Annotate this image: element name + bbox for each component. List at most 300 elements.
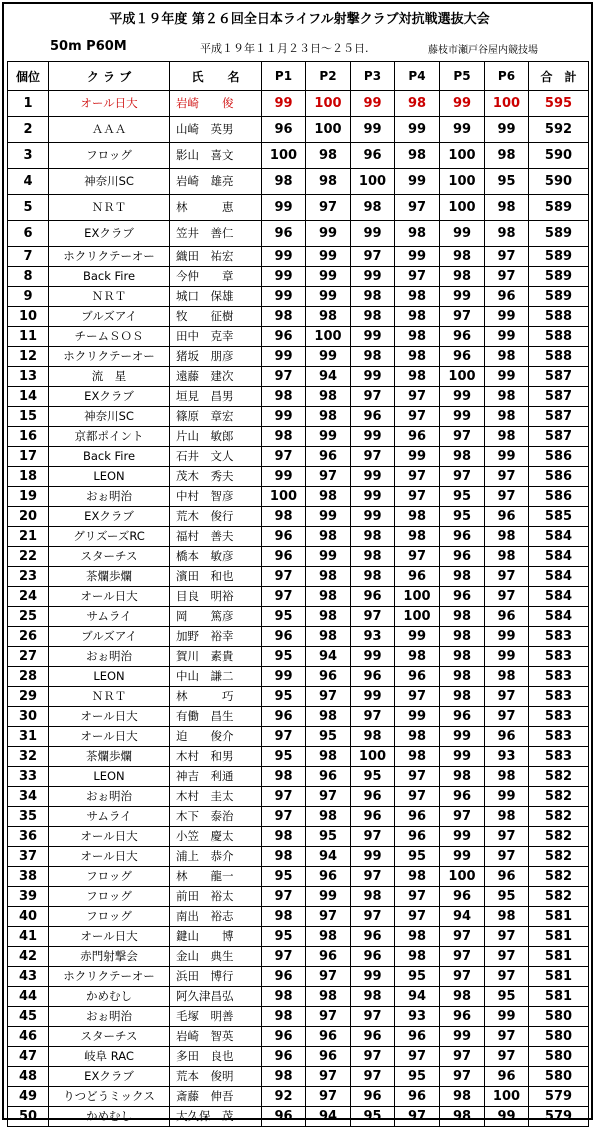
p4-cell: 98 (395, 867, 440, 887)
p1-cell: 96 (262, 547, 306, 567)
p5-cell: 97 (440, 927, 485, 947)
name-cell: 岩崎 智英 (170, 1027, 262, 1047)
p3-cell: 97 (351, 827, 395, 847)
table-row (8, 487, 589, 507)
p6-cell: 97 (485, 827, 529, 847)
page-title: 平成１９年度 第２６回全日本ライフル射撃クラブ対抗戦選抜大会 (109, 12, 490, 27)
name-cell: 中村 智彦 (170, 487, 262, 507)
p1-cell: 97 (262, 807, 306, 827)
club-cell: 神奈川SC (49, 407, 170, 427)
p4-cell: 97 (395, 467, 440, 487)
rank-cell: 47 (8, 1047, 49, 1067)
p5-cell: 99 (440, 827, 485, 847)
name-cell: 橋本 敏彦 (170, 547, 262, 567)
p3-cell: 98 (351, 347, 395, 367)
table-row (8, 727, 589, 747)
name-cell: 城口 保雄 (170, 287, 262, 307)
p6-cell: 98 (485, 427, 529, 447)
club-cell: LEON (49, 767, 170, 787)
table-row (8, 447, 589, 467)
p3-cell: 99 (351, 687, 395, 707)
table-row (8, 627, 589, 647)
p2-cell: 98 (306, 527, 351, 547)
p2-cell: 99 (306, 507, 351, 527)
club-cell: EXクラブ (49, 1067, 170, 1087)
table-row (8, 947, 589, 967)
table-row (8, 547, 589, 567)
name-cell: 木村 和男 (170, 747, 262, 767)
total-cell: 585 (529, 507, 589, 527)
p4-cell: 94 (395, 987, 440, 1007)
p6-cell: 99 (485, 307, 529, 327)
table-row (8, 287, 589, 307)
table-row (8, 987, 589, 1007)
table-row (8, 347, 589, 367)
p3-cell: 96 (351, 143, 395, 169)
p2-cell: 95 (306, 827, 351, 847)
p1-cell: 97 (262, 787, 306, 807)
p2-cell: 94 (306, 1107, 351, 1127)
club-cell: オール日大 (49, 727, 170, 747)
p5-cell: 98 (440, 627, 485, 647)
col-header-total: 合 計 (529, 62, 589, 91)
rank-cell: 1 (8, 91, 49, 117)
p3-cell: 93 (351, 627, 395, 647)
p3-cell: 99 (351, 507, 395, 527)
club-cell: スターチス (49, 547, 170, 567)
p3-cell: 97 (351, 1067, 395, 1087)
table-row (8, 169, 589, 195)
p2-cell: 99 (306, 267, 351, 287)
p6-cell: 97 (485, 947, 529, 967)
name-cell: 加野 裕幸 (170, 627, 262, 647)
p5-cell: 97 (440, 427, 485, 447)
p1-cell: 96 (262, 327, 306, 347)
table-row (8, 527, 589, 547)
p2-cell: 96 (306, 867, 351, 887)
p5-cell: 97 (440, 947, 485, 967)
club-cell: ブルズアイ (49, 627, 170, 647)
p2-cell: 98 (306, 567, 351, 587)
p2-cell: 98 (306, 747, 351, 767)
p5-cell: 98 (440, 247, 485, 267)
rank-cell: 11 (8, 327, 49, 347)
p6-cell: 97 (485, 567, 529, 587)
event-name: 50m P60M (50, 39, 127, 54)
p2-cell: 99 (306, 547, 351, 567)
p4-cell: 93 (395, 1007, 440, 1027)
name-cell: 遠藤 建次 (170, 367, 262, 387)
rank-cell: 22 (8, 547, 49, 567)
p6-cell: 98 (485, 667, 529, 687)
total-cell: 580 (529, 1047, 589, 1067)
table-row (8, 143, 589, 169)
p1-cell: 96 (262, 1047, 306, 1067)
p4-cell: 99 (395, 169, 440, 195)
club-cell: オール日大 (49, 91, 170, 117)
p1-cell: 95 (262, 747, 306, 767)
total-cell: 584 (529, 527, 589, 547)
p5-cell: 97 (440, 1047, 485, 1067)
p4-cell: 97 (395, 547, 440, 567)
p3-cell: 95 (351, 767, 395, 787)
club-cell: おぉ明治 (49, 1007, 170, 1027)
p5-cell: 96 (440, 587, 485, 607)
p3-cell: 97 (351, 867, 395, 887)
total-cell: 581 (529, 927, 589, 947)
table-row (8, 91, 589, 117)
club-cell: ＮＲＴ (49, 287, 170, 307)
rank-cell: 24 (8, 587, 49, 607)
p4-cell: 97 (395, 687, 440, 707)
club-cell: ＡＡＡ (49, 117, 170, 143)
p4-cell: 97 (395, 487, 440, 507)
p3-cell: 99 (351, 367, 395, 387)
p5-cell: 99 (440, 727, 485, 747)
p5-cell: 98 (440, 1087, 485, 1107)
name-cell: 浜田 博行 (170, 967, 262, 987)
p5-cell: 99 (440, 407, 485, 427)
p2-cell: 98 (306, 987, 351, 1007)
table-row (8, 467, 589, 487)
p2-cell: 98 (306, 487, 351, 507)
total-cell: 583 (529, 627, 589, 647)
p4-cell: 98 (395, 91, 440, 117)
p6-cell: 98 (485, 387, 529, 407)
p5-cell: 100 (440, 195, 485, 221)
p1-cell: 97 (262, 447, 306, 467)
p2-cell: 98 (306, 143, 351, 169)
p2-cell: 98 (306, 407, 351, 427)
rank-cell: 15 (8, 407, 49, 427)
table-row (8, 367, 589, 387)
p1-cell: 97 (262, 367, 306, 387)
name-cell: 猪坂 朋彦 (170, 347, 262, 367)
table-row (8, 647, 589, 667)
p4-cell: 96 (395, 807, 440, 827)
table-row (8, 307, 589, 327)
total-cell: 587 (529, 407, 589, 427)
p5-cell: 99 (440, 221, 485, 247)
p3-cell: 98 (351, 987, 395, 1007)
p2-cell: 96 (306, 447, 351, 467)
p6-cell: 99 (485, 117, 529, 143)
p3-cell: 96 (351, 787, 395, 807)
table-row (8, 907, 589, 927)
p4-cell: 97 (395, 1107, 440, 1127)
rank-cell: 19 (8, 487, 49, 507)
name-cell: 林 龍一 (170, 867, 262, 887)
p2-cell: 94 (306, 647, 351, 667)
p5-cell: 97 (440, 1067, 485, 1087)
rank-cell: 26 (8, 627, 49, 647)
rank-cell: 37 (8, 847, 49, 867)
club-cell: チームＳＯＳ (49, 327, 170, 347)
rank-cell: 30 (8, 707, 49, 727)
p5-cell: 99 (440, 117, 485, 143)
results-sheet (2, 2, 593, 1124)
name-cell: 木下 泰治 (170, 807, 262, 827)
p6-cell: 98 (485, 907, 529, 927)
rank-cell: 35 (8, 807, 49, 827)
p3-cell: 98 (351, 527, 395, 547)
p4-cell: 96 (395, 427, 440, 447)
p2-cell: 95 (306, 727, 351, 747)
p3-cell: 96 (351, 927, 395, 947)
club-cell: サムライ (49, 807, 170, 827)
col-header-p6: P6 (485, 62, 529, 91)
club-cell: ホクリクテーオー (49, 347, 170, 367)
rank-cell: 13 (8, 367, 49, 387)
p3-cell: 99 (351, 427, 395, 447)
table-row (8, 767, 589, 787)
rank-cell: 40 (8, 907, 49, 927)
rank-cell: 49 (8, 1087, 49, 1107)
table-row (8, 587, 589, 607)
p3-cell: 99 (351, 267, 395, 287)
name-cell: 前田 裕太 (170, 887, 262, 907)
p3-cell: 98 (351, 727, 395, 747)
p3-cell: 97 (351, 247, 395, 267)
total-cell: 582 (529, 887, 589, 907)
table-row (8, 1067, 589, 1087)
rank-cell: 29 (8, 687, 49, 707)
total-cell: 580 (529, 1067, 589, 1087)
total-cell: 584 (529, 607, 589, 627)
p6-cell: 93 (485, 747, 529, 767)
p1-cell: 98 (262, 907, 306, 927)
p4-cell: 99 (395, 627, 440, 647)
p6-cell: 99 (485, 647, 529, 667)
name-cell: 賀川 素貴 (170, 647, 262, 667)
p2-cell: 96 (306, 667, 351, 687)
table-row (8, 387, 589, 407)
p5-cell: 96 (440, 347, 485, 367)
p3-cell: 99 (351, 467, 395, 487)
p5-cell: 100 (440, 867, 485, 887)
p2-cell: 97 (306, 787, 351, 807)
total-cell: 583 (529, 707, 589, 727)
table-row (8, 847, 589, 867)
name-cell: 篠原 章宏 (170, 407, 262, 427)
table-row (8, 747, 589, 767)
p6-cell: 97 (485, 847, 529, 867)
table-row (8, 607, 589, 627)
p3-cell: 98 (351, 307, 395, 327)
p6-cell: 98 (485, 143, 529, 169)
club-cell: EXクラブ (49, 221, 170, 247)
total-cell: 582 (529, 767, 589, 787)
name-cell: 牧 征樹 (170, 307, 262, 327)
p2-cell: 97 (306, 1087, 351, 1107)
rank-cell: 28 (8, 667, 49, 687)
p4-cell: 98 (395, 307, 440, 327)
p5-cell: 96 (440, 887, 485, 907)
name-cell: 南出 裕志 (170, 907, 262, 927)
rank-cell: 12 (8, 347, 49, 367)
p6-cell: 98 (485, 547, 529, 567)
p6-cell: 97 (485, 707, 529, 727)
p1-cell: 99 (262, 667, 306, 687)
p4-cell: 97 (395, 267, 440, 287)
p2-cell: 98 (306, 387, 351, 407)
total-cell: 584 (529, 587, 589, 607)
total-cell: 588 (529, 347, 589, 367)
p1-cell: 98 (262, 169, 306, 195)
rank-cell: 46 (8, 1027, 49, 1047)
name-cell: 茂木 秀夫 (170, 467, 262, 487)
p2-cell: 99 (306, 347, 351, 367)
p5-cell: 98 (440, 1107, 485, 1127)
p6-cell: 99 (485, 447, 529, 467)
p6-cell: 95 (485, 987, 529, 1007)
p6-cell: 99 (485, 627, 529, 647)
event-venue: 藤枝市瀬戸谷屋内競技場 (428, 45, 538, 56)
total-cell: 579 (529, 1107, 589, 1127)
p3-cell: 99 (351, 221, 395, 247)
p2-cell: 97 (306, 907, 351, 927)
p4-cell: 96 (395, 827, 440, 847)
p1-cell: 96 (262, 1027, 306, 1047)
p6-cell: 98 (485, 527, 529, 547)
p6-cell: 97 (485, 487, 529, 507)
name-cell: 田中 克幸 (170, 327, 262, 347)
p6-cell: 99 (485, 787, 529, 807)
rank-cell: 41 (8, 927, 49, 947)
p5-cell: 94 (440, 907, 485, 927)
p4-cell: 98 (395, 287, 440, 307)
p1-cell: 97 (262, 727, 306, 747)
rank-cell: 50 (8, 1107, 49, 1127)
p2-cell: 97 (306, 467, 351, 487)
p1-cell: 99 (262, 407, 306, 427)
club-cell: オール日大 (49, 827, 170, 847)
p4-cell: 99 (395, 447, 440, 467)
p4-cell: 96 (395, 567, 440, 587)
p1-cell: 98 (262, 1067, 306, 1087)
name-cell: 神吉 利通 (170, 767, 262, 787)
rank-cell: 39 (8, 887, 49, 907)
p2-cell: 97 (306, 195, 351, 221)
total-cell: 587 (529, 427, 589, 447)
p3-cell: 96 (351, 587, 395, 607)
rank-cell: 36 (8, 827, 49, 847)
p4-cell: 100 (395, 587, 440, 607)
table-row (8, 967, 589, 987)
club-cell: ブルズアイ (49, 307, 170, 327)
name-cell: 目良 明裕 (170, 587, 262, 607)
name-cell: 林 巧 (170, 687, 262, 707)
event-dates: 平成１９年１１月２３日～２５日. (200, 42, 369, 55)
club-cell: フロッグ (49, 867, 170, 887)
p1-cell: 96 (262, 221, 306, 247)
p6-cell: 100 (485, 1087, 529, 1107)
table-row (8, 117, 589, 143)
p2-cell: 99 (306, 887, 351, 907)
p4-cell: 95 (395, 1067, 440, 1087)
table-row (8, 667, 589, 687)
p3-cell: 97 (351, 607, 395, 627)
p1-cell: 96 (262, 967, 306, 987)
total-cell: 586 (529, 447, 589, 467)
club-cell: 京都ポイント (49, 427, 170, 447)
club-cell: オール日大 (49, 707, 170, 727)
p4-cell: 99 (395, 117, 440, 143)
name-cell: 荒木 俊行 (170, 507, 262, 527)
p5-cell: 98 (440, 567, 485, 587)
p1-cell: 96 (262, 627, 306, 647)
p3-cell: 100 (351, 747, 395, 767)
table-row (8, 807, 589, 827)
p4-cell: 98 (395, 927, 440, 947)
p4-cell: 97 (395, 787, 440, 807)
p5-cell: 96 (440, 787, 485, 807)
p6-cell: 99 (485, 1007, 529, 1027)
p2-cell: 100 (306, 327, 351, 347)
p5-cell: 100 (440, 143, 485, 169)
rank-cell: 5 (8, 195, 49, 221)
club-cell: ホクリクテーオー (49, 967, 170, 987)
club-cell: りつどうミックス (49, 1087, 170, 1107)
p1-cell: 98 (262, 827, 306, 847)
rank-cell: 16 (8, 427, 49, 447)
rank-cell: 43 (8, 967, 49, 987)
p3-cell: 96 (351, 1087, 395, 1107)
p1-cell: 98 (262, 427, 306, 447)
p1-cell: 92 (262, 1087, 306, 1107)
rank-cell: 32 (8, 747, 49, 767)
name-cell: 林 恵 (170, 195, 262, 221)
p5-cell: 99 (440, 287, 485, 307)
total-cell: 582 (529, 847, 589, 867)
club-cell: オール日大 (49, 927, 170, 947)
club-cell: Back Fire (49, 447, 170, 467)
col-header-p2: P2 (306, 62, 351, 91)
p6-cell: 97 (485, 467, 529, 487)
p2-cell: 94 (306, 367, 351, 387)
total-cell: 589 (529, 267, 589, 287)
p1-cell: 100 (262, 143, 306, 169)
total-cell: 588 (529, 327, 589, 347)
p6-cell: 99 (485, 327, 529, 347)
p5-cell: 96 (440, 707, 485, 727)
p4-cell: 98 (395, 727, 440, 747)
table-row (8, 427, 589, 447)
p6-cell: 95 (485, 169, 529, 195)
p5-cell: 96 (440, 327, 485, 347)
table-row (8, 927, 589, 947)
total-cell: 581 (529, 967, 589, 987)
p3-cell: 99 (351, 847, 395, 867)
total-cell: 582 (529, 807, 589, 827)
rank-cell: 9 (8, 287, 49, 307)
rank-cell: 2 (8, 117, 49, 143)
p4-cell: 95 (395, 847, 440, 867)
rank-cell: 17 (8, 447, 49, 467)
p3-cell: 98 (351, 567, 395, 587)
total-cell: 590 (529, 169, 589, 195)
p5-cell: 100 (440, 169, 485, 195)
p2-cell: 98 (306, 807, 351, 827)
p4-cell: 98 (395, 221, 440, 247)
p1-cell: 95 (262, 867, 306, 887)
p4-cell: 98 (395, 647, 440, 667)
p2-cell: 99 (306, 427, 351, 447)
results-body (8, 91, 589, 1127)
table-row (8, 867, 589, 887)
p6-cell: 98 (485, 407, 529, 427)
club-cell: かめむし (49, 1107, 170, 1127)
